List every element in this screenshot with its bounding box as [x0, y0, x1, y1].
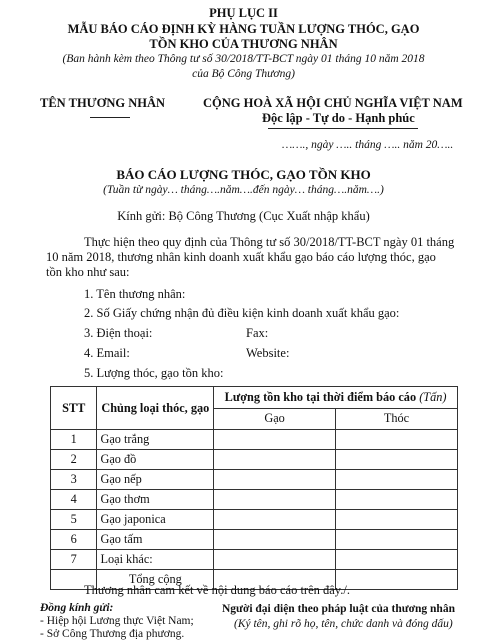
row-paddy-cell[interactable] — [335, 550, 457, 570]
total-label: Tổng cộng — [97, 570, 214, 590]
trader-name-underline — [90, 117, 130, 118]
row-type: Gạo đồ — [97, 450, 214, 470]
row-stt: 3 — [51, 470, 97, 490]
date-line: ……., ngày ….. tháng ….. năm 20….. — [282, 139, 454, 151]
row-rice-cell[interactable] — [214, 550, 336, 570]
row-type: Gạo japonica — [97, 510, 214, 530]
table-row — [51, 510, 458, 530]
cc-item-association: - Hiệp hội Lương thực Việt Nam; — [40, 615, 194, 627]
row-rice-cell[interactable] — [214, 430, 336, 450]
intro-line3: tồn kho như sau: — [46, 265, 130, 279]
col-header-rice: Gạo — [214, 408, 336, 430]
appendix-label: PHỤ LỤC II — [209, 6, 278, 20]
field-fax: Fax: — [246, 326, 269, 340]
intro-line1: Thực hiện theo quy định của Thông tư số 30/2018/TT-BCT ngày 01 tháng — [84, 235, 455, 249]
row-rice-cell[interactable] — [214, 510, 336, 530]
cc-item-department: - Sở Công Thương địa phương. — [40, 628, 185, 640]
field-stock: 5. Lượng thóc, gạo tồn kho: — [84, 366, 224, 380]
issued-note-line1: (Ban hành kèm theo Thông tư số 30/2018/TT-BCT ngày 01 tháng 10 năm 2018 — [62, 53, 425, 65]
nation-name: CỘNG HOÀ XÃ HỘI CHỦ NGHĨA VIỆT NAM — [203, 96, 463, 110]
field-trader-name: 1. Tên thương nhân: — [84, 287, 186, 301]
row-stt: 7 — [51, 550, 97, 570]
field-phone: 3. Điện thoại: — [84, 326, 153, 340]
row-type: Loại khác: — [97, 550, 214, 570]
stock-table — [50, 386, 458, 590]
row-paddy-cell[interactable] — [335, 450, 457, 470]
row-type: Gạo nếp — [97, 470, 214, 490]
row-type: Gạo thơm — [97, 490, 214, 510]
row-rice-cell[interactable] — [214, 490, 336, 510]
report-recipient: Kính gửi: Bộ Công Thương (Cục Xuất nhập khẩu) — [117, 209, 370, 223]
col-header-group-unit: (Tấn) — [419, 389, 447, 404]
trader-name-label: TÊN THƯƠNG NHÂN — [40, 96, 166, 110]
col-header-paddy: Thóc — [335, 408, 457, 430]
total-paddy-cell[interactable] — [335, 570, 457, 590]
row-paddy-cell[interactable] — [335, 490, 457, 510]
row-rice-cell[interactable] — [214, 470, 336, 490]
signer-title: Người đại diện theo pháp luật của thương nhân — [222, 603, 455, 615]
row-stt: 1 — [51, 430, 97, 450]
row-paddy-cell[interactable] — [335, 430, 457, 450]
row-stt: 5 — [51, 510, 97, 530]
col-header-type: Chủng loại thóc, gạo — [97, 387, 214, 430]
issued-note-line2: của Bộ Công Thương) — [192, 68, 295, 80]
col-header-stt: STT — [51, 387, 97, 430]
intro-line2: 10 năm 2018, thương nhân kinh doanh xuất khẩu gạo báo cáo lượng thóc, gạo — [46, 250, 436, 264]
national-motto: Độc lập - Tự do - Hạnh phúc — [262, 111, 415, 125]
document-title-line2: TỒN KHO CỦA THƯƠNG NHÂN — [149, 37, 338, 51]
col-header-group — [214, 387, 458, 409]
signer-note: (Ký tên, ghi rõ họ, tên, chức danh và đóng dấu) — [234, 618, 453, 630]
cc-title: Đồng kính gửi: — [40, 602, 114, 614]
row-stt: 4 — [51, 490, 97, 510]
field-email: 4. Email: — [84, 346, 130, 360]
row-paddy-cell[interactable] — [335, 530, 457, 550]
commitment-text: Thương nhân cam kết về nội dung báo cáo trên đây./. — [84, 583, 350, 597]
row-type: Gạo trắng — [97, 430, 214, 450]
table-row — [51, 490, 458, 510]
report-period: (Tuần từ ngày… tháng….năm….đến ngày… tháng….năm….) — [103, 184, 384, 196]
col-header-group-label: Lượng tồn kho tại thời điểm báo cáo — [224, 389, 417, 404]
motto-underline — [268, 128, 418, 129]
field-certificate: 2. Số Giấy chứng nhận đủ điều kiện kinh doanh xuất khẩu gạo: — [84, 306, 400, 320]
row-paddy-cell[interactable] — [335, 470, 457, 490]
table-row — [51, 550, 458, 570]
table-row — [51, 430, 458, 450]
table-row — [51, 470, 458, 490]
report-title: BÁO CÁO LƯỢNG THÓC, GẠO TỒN KHO — [116, 167, 371, 182]
table-row — [51, 530, 458, 550]
row-type: Gạo tấm — [97, 530, 214, 550]
row-stt: 6 — [51, 530, 97, 550]
row-rice-cell[interactable] — [214, 450, 336, 470]
row-rice-cell[interactable] — [214, 530, 336, 550]
row-stt: 2 — [51, 450, 97, 470]
table-row — [51, 450, 458, 470]
field-website: Website: — [246, 346, 290, 360]
document-title-line1: MẪU BÁO CÁO ĐỊNH KỲ HÀNG TUẦN LƯỢNG THÓC, GẠO — [67, 22, 420, 36]
row-paddy-cell[interactable] — [335, 510, 457, 530]
